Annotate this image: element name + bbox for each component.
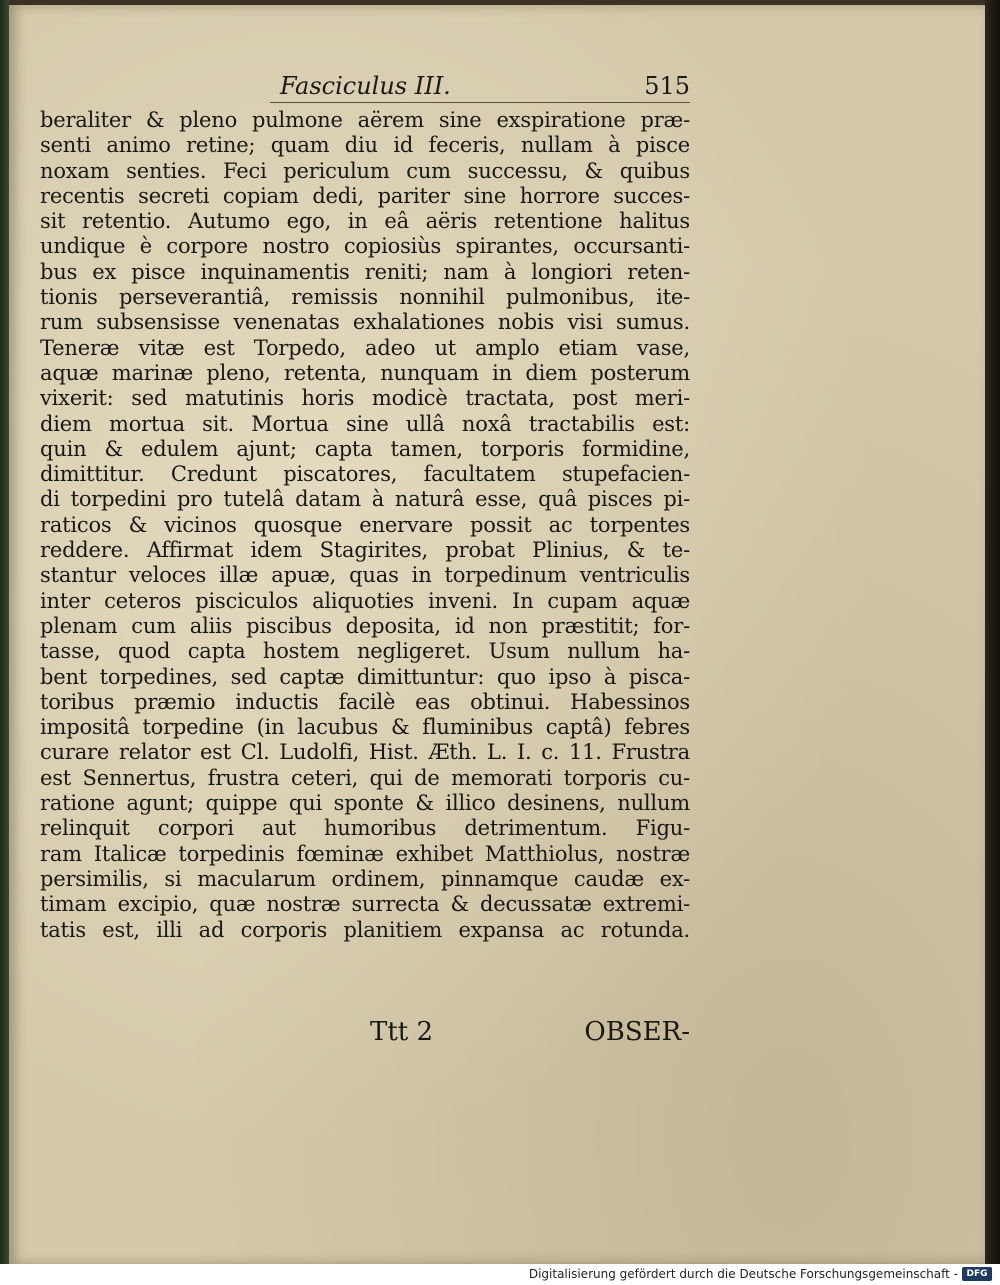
text-line: bent torpedines, sed captæ dimittuntur: quo ipso à pisca- bbox=[40, 664, 690, 689]
text-line: senti animo retine; quam diu id feceris, nullam à pisce bbox=[40, 133, 690, 158]
text-line: curare relator est Cl. Ludolfi, Hist. Æth. L. I. c. 11. Frustra bbox=[40, 740, 690, 765]
text-line: sit retentio. Autumo ego, in eâ aëris retentione halitus bbox=[40, 209, 690, 234]
header-rule bbox=[270, 102, 690, 103]
body-text bbox=[40, 108, 690, 943]
text-line: rum subsensisse venenatas exhalationes nobis visi sumus. bbox=[40, 310, 690, 335]
text-line: raticos & vicinos quosque enervare possit ac torpentes bbox=[40, 512, 690, 537]
text-line: di torpedini pro tutelâ datam à naturâ esse, quâ pisces pi- bbox=[40, 487, 690, 512]
text-line: plenam cum aliis piscibus deposita, id non præstitit; for- bbox=[40, 613, 690, 638]
page-footer bbox=[360, 1017, 690, 1053]
text-line: aquæ marinæ pleno, retenta, nunquam in diem posterum bbox=[40, 360, 690, 385]
text-line: bus ex pisce inquinamentis reniti; nam à longiori reten- bbox=[40, 259, 690, 284]
text-line: undique è corpore nostro copiosiùs spirantes, occursanti- bbox=[40, 234, 690, 259]
credit-text: Digitalisierung gefördert durch die Deutsche Forschungsgemeinschaft - bbox=[528, 1267, 958, 1281]
text-line: relinquit corpori aut humoribus detrimentum. Figu- bbox=[40, 816, 690, 841]
text-line: diem mortua sit. Mortua sine ullâ noxâ tractabilis est: bbox=[40, 411, 690, 436]
text-line: timam excipio, quæ nostræ surrecta & decussatæ extremi- bbox=[40, 892, 690, 917]
text-line: dimittitur. Credunt piscatores, facultatem stupefacien- bbox=[40, 462, 690, 487]
catchword: OBSER- bbox=[584, 1017, 690, 1047]
text-line: est Sennertus, frustra ceteri, qui de memorati torporis cu- bbox=[40, 765, 690, 790]
text-line: ratione agunt; quippe qui sponte & illico desinens, nullum bbox=[40, 791, 690, 816]
text-line: Teneræ vitæ est Torpedo, adeo ut amplo etiam vase, bbox=[40, 335, 690, 360]
text-line: vixerit: sed matutinis horis modicè tractata, post meri- bbox=[40, 386, 690, 411]
text-line: reddere. Affirmat idem Stagirites, probat Plinius, & te- bbox=[40, 538, 690, 563]
credit-bar bbox=[0, 1264, 1000, 1285]
text-line: quin & edulem ajunt; capta tamen, torporis formidine, bbox=[40, 436, 690, 461]
text-line: tatis est, illi ad corporis planitiem expansa ac rotunda. bbox=[40, 917, 690, 942]
text-line: inter ceteros pisciculos aliquoties inveni. In cupam aquæ bbox=[40, 588, 690, 613]
text-line: noxam senties. Feci periculum cum successu, & quibus bbox=[40, 158, 690, 183]
signature-mark: Ttt 2 bbox=[370, 1017, 434, 1047]
text-line: tasse, quod capta hostem negligeret. Usum nullum ha- bbox=[40, 639, 690, 664]
text-line: persimilis, si macularum ordinem, pinnamque caudæ ex- bbox=[40, 866, 690, 891]
text-line: toribus præmio inductis facilè eas obtinui. Habessinos bbox=[40, 689, 690, 714]
text-line: stantur veloces illæ apuæ, quas in torpedinum ventriculis bbox=[40, 563, 690, 588]
text-line: beraliter & pleno pulmone aërem sine exspiratione præ- bbox=[40, 108, 690, 132]
book-spine bbox=[0, 0, 9, 1264]
page-header bbox=[270, 72, 690, 108]
text-line: tionis perseverantiâ, remissis nonnihil pulmonibus, ite- bbox=[40, 285, 690, 310]
running-head: Fasciculus III. bbox=[280, 72, 451, 100]
page-number: 515 bbox=[644, 72, 690, 100]
text-line: impositâ torpedine (in lacubus & fluminibus captâ) febres bbox=[40, 715, 690, 740]
dfg-logo-icon[interactable]: DFG bbox=[962, 1267, 992, 1281]
text-line: ram Italicæ torpedinis fœminæ exhibet Matthiolus, nostræ bbox=[40, 841, 690, 866]
text-line: recentis secreti copiam dedi, pariter sine horrore succes- bbox=[40, 183, 690, 208]
page-edge-shadow bbox=[985, 0, 1000, 1264]
